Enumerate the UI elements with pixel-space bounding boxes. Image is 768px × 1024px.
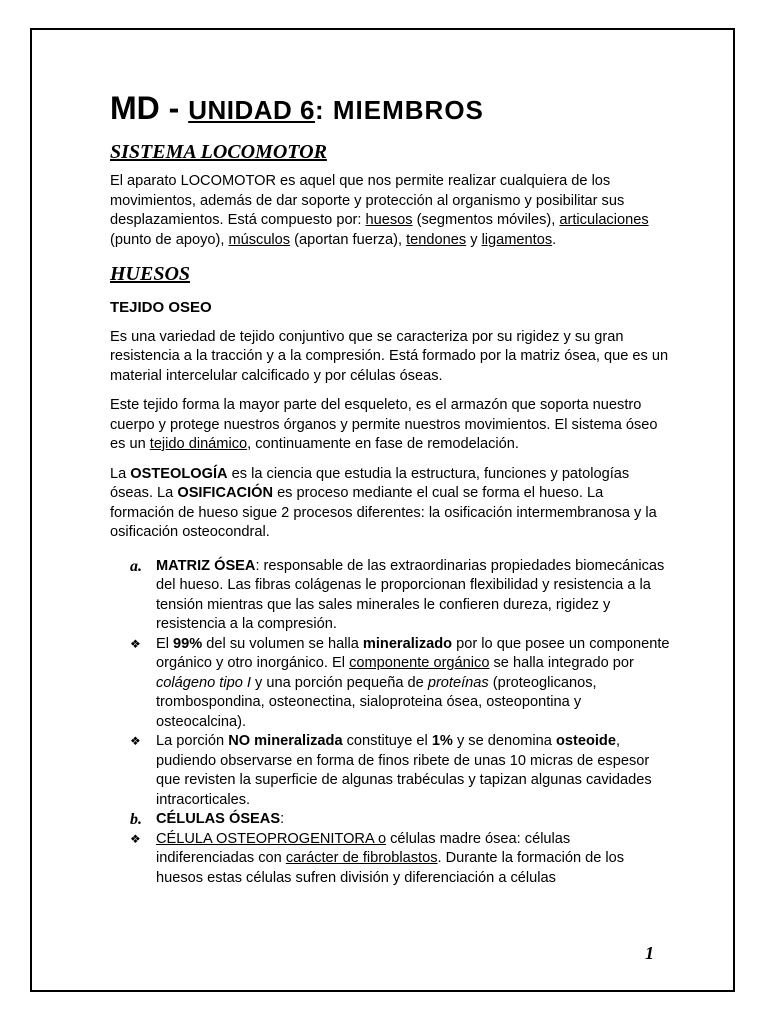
diamond-bullet-icon: ❖ (130, 831, 141, 846)
term-celula-osteoprogenitora: CÉLULA OSTEOPROGENITORA o (156, 830, 387, 847)
term-matriz-osea: MATRIZ ÓSEA (156, 557, 256, 574)
text: El aparato LOCOMOTOR es aquel que nos permite realizar cualquiera de los movimientos, además de dar soporte y protección al organismo y posibilitar sus desplazamientos. Está compuesto por: (110, 173, 625, 228)
text: (segmentos móviles), (412, 212, 560, 228)
term-ligamentos: ligamentos (481, 231, 553, 248)
text: del su volumen se halla (202, 635, 363, 652)
term-mineralizado: mineralizado (362, 635, 453, 652)
text: La porción (156, 733, 229, 749)
term-osteologia: OSTEOLOGÍA (130, 465, 228, 482)
title-unidad: UNIDAD 6 (188, 95, 315, 125)
term-celulas-oseas: CÉLULAS ÓSEAS (156, 811, 281, 827)
text: y una porción pequeña de (250, 674, 428, 691)
text: : (280, 811, 285, 827)
text: : responsable de las extraordinarias propiedades biomecánicas del hueso. Las fibras colágenas le proporcionan flexibilidad y resistencia a la tensión mientras que las sales minerales le confieren dureza, rigidez y resistencia a la compresión. (156, 557, 665, 632)
text: se halla integrado por (489, 655, 634, 671)
page-title (110, 88, 670, 130)
title-md: MD - (110, 90, 189, 126)
term-componente-organico: componente orgánico (349, 655, 490, 671)
list-marker-b: b. (130, 811, 142, 828)
term-osteoide: osteoide (555, 733, 616, 749)
text: es proceso mediante el cual se forma el hueso. La formación de hueso sigue 2 procesos diferentes: la osificación intermembranosa y la osificación osteocondral. (110, 485, 657, 540)
text: (aportan fuerza), (290, 231, 407, 248)
paragraph-tejido-definicion: Es una variedad de tejido conjuntivo que se caracteriza por su rigidez y su gran resistencia a la tracción y a la compresión. Está formado por la matriz ósea, que es un material intercelular calcificado y por células óseas. (110, 328, 669, 384)
term-colageno: colágeno tipo I (156, 674, 251, 691)
paragraph-esqueleto (110, 396, 670, 455)
paragraph-locomotor (110, 172, 670, 250)
list-item-mineralizado (130, 635, 670, 733)
page-number: 1 (645, 943, 654, 963)
text: y (466, 231, 482, 248)
subheading-tejido-oseo: TEJIDO OSEO (110, 299, 212, 316)
text: (proteoglicanos, trombospondina, osteonectina, sialoproteina ósea, osteopontina y osteocalcina). (156, 674, 597, 730)
term-musculos: músculos (228, 231, 291, 248)
term-osificacion: OSIFICACIÓN (177, 485, 274, 501)
text: El (156, 635, 174, 652)
list-item-no-mineralizada (130, 732, 670, 810)
term-proteinas: proteínas (427, 674, 489, 691)
text: , pudiendo observarse en forma de finos ribete de unas 10 micras de espesor que revisten la superficie de algunas trabéculas y tapizan algunas cavidades intracorticales. (156, 733, 652, 808)
title-colon: : (315, 95, 333, 125)
term-articulaciones: articulaciones (559, 212, 649, 228)
list-item-celulas-oseas (130, 810, 670, 830)
term-tendones: tendones (406, 231, 467, 248)
text: . (552, 231, 557, 248)
list-marker-a: a. (130, 557, 142, 575)
text: células madre ósea: células indiferenciadas con (156, 830, 571, 866)
list-item-osteoprogenitora (130, 830, 670, 889)
text: La (110, 465, 131, 482)
term-1: 1% (431, 733, 453, 749)
document-body (110, 88, 670, 888)
bone-list (130, 557, 670, 889)
heading-huesos: HUESOS (110, 263, 191, 285)
diamond-bullet-icon: ❖ (130, 734, 141, 748)
text: . Durante la formación de los huesos estas células sufren división y diferenciación a células (156, 850, 625, 886)
term-tejido-dinamico: tejido dinámico (149, 436, 248, 452)
heading-sistema-locomotor: SISTEMA LOCOMOTOR (110, 141, 327, 163)
text: es la ciencia que estudia la estructura, funciones y patologías óseas. La (110, 465, 630, 501)
title-miembros: MIEMBROS (332, 95, 484, 125)
text: , continuamente en fase de remodelación. (247, 436, 519, 452)
paragraph-osteologia (110, 465, 670, 543)
text: Este tejido forma la mayor parte del esqueleto, es el armazón que soporta nuestro cuerpo y protege nuestros órganos y permite nuestros movimientos. El sistema óseo es un (110, 397, 658, 452)
list-item-matriz-osea (130, 557, 670, 635)
diamond-bullet-icon: ❖ (130, 636, 141, 651)
term-caracter-fibroblastos: carácter de fibroblastos (285, 850, 438, 866)
text: constituye el (342, 733, 432, 749)
text: y se denomina (452, 733, 556, 749)
text: por lo que posee un componente orgánico y otro inorgánico. El (156, 635, 670, 671)
term-no-mineralizada: NO mineralizada (228, 733, 343, 749)
term-huesos: huesos (365, 212, 413, 228)
text: (punto de apoyo), (110, 231, 229, 248)
term-99: 99% (173, 635, 203, 652)
